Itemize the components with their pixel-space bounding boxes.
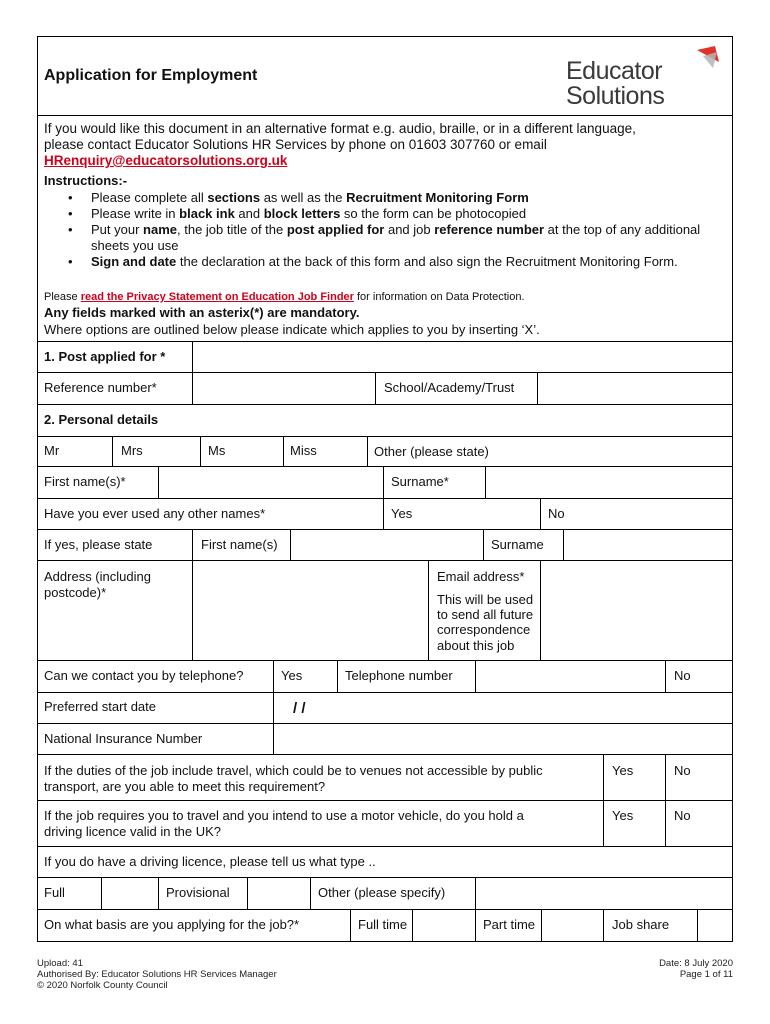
email-input[interactable]	[541, 561, 732, 660]
email-note-line4: about this job	[437, 638, 515, 653]
page-title: Application for Employment	[44, 67, 258, 84]
contact-phone-yes-option[interactable]: Yes	[281, 668, 303, 683]
instructions-list	[44, 190, 724, 270]
instructions-heading: Instructions:-	[44, 173, 128, 188]
footer-date: Date: 8 July 2020	[659, 958, 733, 969]
logo-text-solutions: Solutions	[566, 82, 665, 110]
footer-authorised: Authorised By: Educator Solutions HR Services Manager	[37, 969, 277, 980]
address-label-line1: Address (including	[44, 569, 151, 584]
vehicle-yes-option[interactable]: Yes	[612, 808, 634, 823]
email-note-line1: This will be used	[437, 592, 534, 607]
part-time-label: Part time	[483, 917, 536, 932]
first-names-label: First name(s)*	[44, 474, 126, 489]
hr-email-link[interactable]	[44, 153, 287, 169]
title-mr-option[interactable]: Mr	[44, 443, 60, 458]
other-surname-input[interactable]	[564, 530, 732, 560]
other-names-no-option[interactable]: No	[548, 506, 565, 521]
other-surname-label: Surname	[491, 537, 544, 552]
surname-input[interactable]	[486, 467, 732, 498]
telephone-number-label: Telephone number	[345, 668, 453, 683]
other-names-yes-option[interactable]: Yes	[391, 506, 413, 521]
first-names-input[interactable]	[159, 467, 383, 498]
privacy-note: Please read the Privacy Statement on Education Job Finder for information on Data Protection.	[44, 291, 525, 303]
full-time-checkbox[interactable]	[413, 910, 475, 942]
job-share-label: Job share	[612, 917, 670, 932]
vehicle-question-line2: driving licence valid in the UK?	[44, 824, 222, 839]
licence-provisional-checkbox[interactable]	[248, 878, 310, 909]
ni-number-input[interactable]	[274, 724, 732, 754]
address-label-line2: postcode)*	[44, 585, 107, 600]
personal-details-heading: 2. Personal details	[44, 412, 159, 427]
footer-copyright: © 2020 Norfolk County Council	[37, 980, 168, 991]
if-yes-label: If yes, please state	[44, 537, 153, 552]
title-ms-option[interactable]: Ms	[208, 443, 226, 458]
title-miss-option[interactable]: Miss	[290, 443, 317, 458]
title-mrs-option[interactable]: Mrs	[121, 443, 143, 458]
licence-full-checkbox[interactable]	[102, 878, 158, 909]
contact-phone-question: Can we contact you by telephone?	[44, 668, 244, 683]
full-time-label: Full time	[358, 917, 408, 932]
school-input[interactable]	[538, 373, 732, 404]
email-label: Email address*	[437, 569, 525, 584]
reference-number-label: Reference number*	[44, 380, 157, 395]
ni-number-label: National Insurance Number	[44, 731, 203, 746]
footer-page-number: Page 1 of 11	[679, 969, 733, 980]
job-share-checkbox[interactable]	[698, 910, 732, 942]
basis-question: On what basis are you applying for the job?*	[44, 917, 300, 932]
options-note: Where options are outlined below please indicate which applies to you by inserting ‘X’.	[44, 322, 540, 337]
licence-full-label: Full	[44, 885, 65, 900]
post-applied-label: 1. Post applied for *	[44, 349, 166, 364]
logo-text-educator: Educator	[566, 57, 663, 85]
intro-line-1: If you would like this document in an alternative format e.g. audio, braille, or in a different language,	[44, 121, 636, 136]
travel-question-line1: If the duties of the job include travel, which could be to venues not accessible by public	[44, 763, 543, 778]
address-input[interactable]	[193, 561, 428, 660]
post-applied-input[interactable]	[193, 342, 732, 372]
list-item: • Sign and date the declaration at the back of this form and also sign the Recruitment Monitoring Form.	[44, 254, 711, 270]
telephone-number-input[interactable]	[476, 661, 665, 692]
contact-phone-no-option[interactable]: No	[674, 668, 691, 683]
vehicle-no-option[interactable]: No	[674, 808, 691, 823]
travel-no-option[interactable]: No	[674, 763, 691, 778]
logo-mark-icon	[693, 42, 723, 72]
reference-number-input[interactable]	[193, 373, 375, 404]
licence-provisional-label: Provisional	[166, 885, 230, 900]
surname-label: Surname*	[391, 474, 449, 489]
hr-email[interactable]: HRenquiry@educatorsolutions.org.uk	[44, 153, 288, 168]
other-first-names-label: First name(s)	[201, 537, 278, 552]
travel-yes-option[interactable]: Yes	[612, 763, 634, 778]
email-note-line3: correspondence	[437, 622, 531, 637]
start-date-label: Preferred start date	[44, 699, 156, 714]
list-item: • Put your name, the job title of the post applied for and job reference number at the top of any additional sheets you use	[44, 222, 711, 254]
privacy-statement-link[interactable]: read the Privacy Statement on Education Job Finder	[80, 291, 354, 303]
intro-line-2: please contact Educator Solutions HR Services by phone on 01603 307760 or email	[44, 137, 547, 152]
title-other-option[interactable]: Other (please state)	[374, 444, 489, 459]
divider	[37, 115, 733, 116]
list-item: • Please write in black ink and block letters so the form can be photocopied	[44, 206, 724, 222]
vehicle-question-line1: If the job requires you to travel and you intend to use a motor vehicle, do you hold a	[44, 808, 524, 823]
licence-other-input[interactable]	[476, 878, 732, 909]
part-time-checkbox[interactable]	[542, 910, 603, 942]
footer-upload: Upload: 41	[37, 958, 83, 969]
list-item: • Please complete all sections as well as the Recruitment Monitoring Form	[44, 190, 724, 206]
other-names-question: Have you ever used any other names*	[44, 506, 266, 521]
start-date-input[interactable]: / /	[293, 700, 306, 717]
school-label: School/Academy/Trust	[384, 380, 515, 395]
other-first-names-input[interactable]	[291, 530, 483, 560]
mandatory-note: Any fields marked with an asterix(*) are mandatory.	[44, 305, 360, 320]
licence-other-label: Other (please specify)	[318, 885, 446, 900]
travel-question-line2: transport, are you able to meet this requirement?	[44, 779, 326, 794]
licence-type-question: If you do have a driving licence, please tell us what type ..	[44, 854, 376, 869]
email-note-line2: to send all future	[437, 607, 534, 622]
